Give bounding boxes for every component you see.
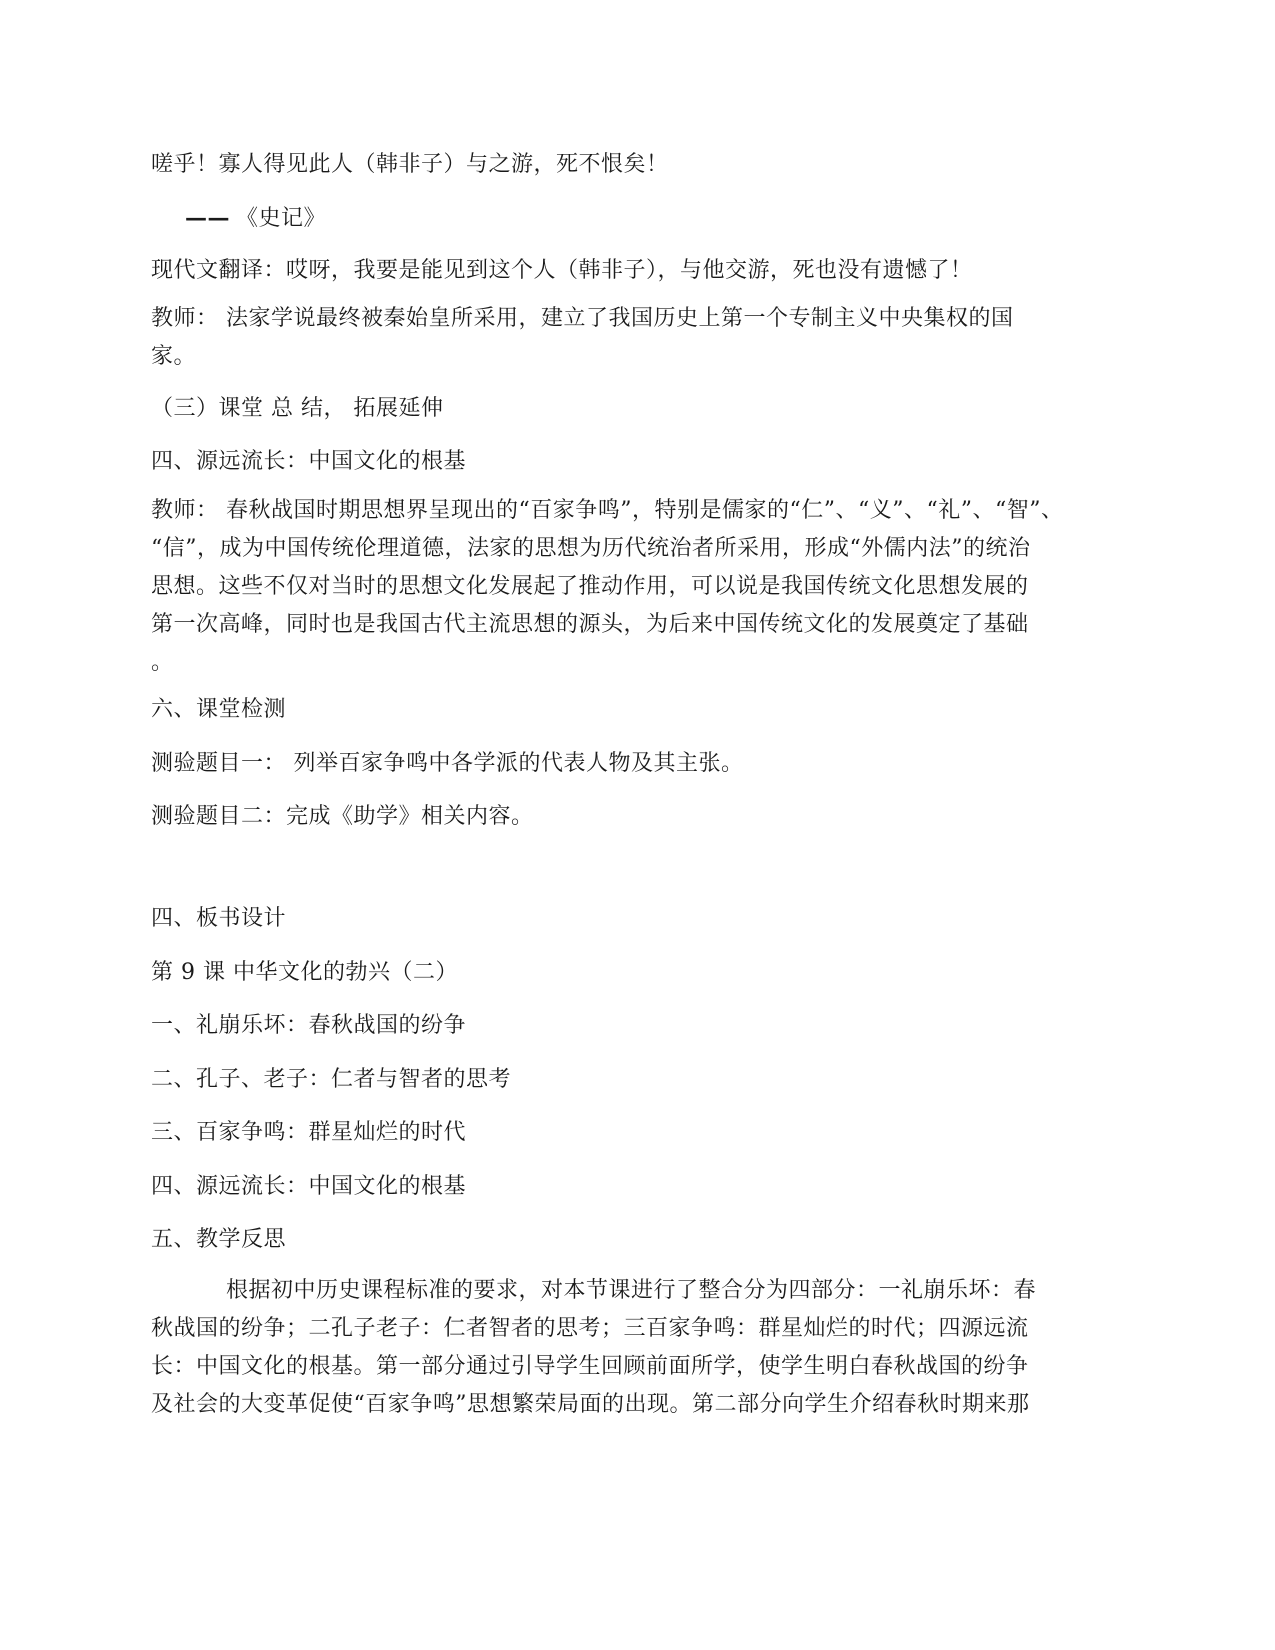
reflection-line-3: 长：中国文化的根基。第一部分通过引导学生回顾前面所学，使学生明白春秋战国的纷争 bbox=[151, 1354, 1029, 1379]
reflection-paragraph bbox=[151, 1272, 1131, 1424]
quiz-item-2: 测验题目二：完成《助学》相关内容。 bbox=[151, 804, 534, 829]
quote-text: 嗟乎！寡人得见此人（韩非子）与之游，死不恨矣！ bbox=[151, 152, 669, 177]
teacher-paragraph-2 bbox=[151, 492, 1131, 682]
reflection-line-1 bbox=[151, 1272, 1131, 1310]
reflection-line-2: 秋战国的纷争；二孔子老子：仁者智者的思考；三百家争鸣：群星灿烂的时代；四源远流 bbox=[151, 1316, 1029, 1341]
board-item-3: 三、百家争鸣：群星灿烂的时代 bbox=[151, 1120, 467, 1145]
board-item-4: 四、源远流长：中国文化的根基 bbox=[151, 1174, 467, 1199]
quiz-item-1: 测验题目一： 列举百家争鸣中各学派的代表人物及其主张。 bbox=[151, 751, 744, 776]
teacher-paragraph-1-line-1: 教师： 法家学说最终被秦始皇所采用，建立了我国历史上第一个专制主义中央集权的国 bbox=[151, 306, 1014, 331]
teacher-paragraph-2-line-1: 教师： 春秋战国时期思想界呈现出的“百家争鸣”，特别是儒家的“仁”、“义”、“礼”、“智”、 bbox=[151, 498, 1064, 523]
teacher-paragraph-2-line-2: “信”，成为中国传统伦理道德，法家的思想为历代统治者所采用，形成“外儒内法”的统治 bbox=[151, 536, 1031, 561]
section-four-heading: 四、源远流长：中国文化的根基 bbox=[151, 449, 467, 474]
section-summary-heading: （三）课堂 总 结， 拓展延伸 bbox=[151, 396, 444, 421]
section-six-heading: 六、课堂检测 bbox=[151, 697, 287, 722]
board-item-1: 一、礼崩乐坏：春秋战国的纷争 bbox=[151, 1013, 467, 1038]
board-lesson-title: 第 9 课 中华文化的勃兴（二） bbox=[151, 960, 458, 985]
attribution-dash: —— bbox=[185, 205, 230, 231]
reflection-heading: 五、教学反思 bbox=[151, 1227, 287, 1252]
quote-source: 《史记》 bbox=[236, 206, 327, 231]
quote-translation: 现代文翻译：哎呀，我要是能见到这个人（韩非子），与他交游，死也没有遗憾了！ bbox=[151, 258, 973, 283]
teacher-paragraph-2-line-3: 思想。这些不仅对当时的思想文化发展起了推动作用，可以说是我国传统文化思想发展的 bbox=[151, 574, 1029, 599]
reflection-line-1-text: 根据初中历史课程标准的要求，对本节课进行了整合分为四部分：一礼崩乐坏：春 bbox=[226, 1278, 1037, 1303]
teacher-paragraph-1 bbox=[151, 300, 1131, 376]
quote-attribution bbox=[185, 199, 1165, 238]
board-item-2: 二、孔子、老子：仁者与智者的思考 bbox=[151, 1067, 512, 1092]
reflection-line-4: 及社会的大变革促使“百家争鸣”思想繁荣局面的出现。第二部分向学生介绍春秋时期来那 bbox=[151, 1392, 1030, 1417]
teacher-paragraph-2-line-5: 。 bbox=[151, 650, 174, 675]
teacher-paragraph-1-line-2: 家。 bbox=[151, 344, 197, 369]
board-design-heading: 四、板书设计 bbox=[151, 906, 287, 931]
teacher-paragraph-2-line-4: 第一次高峰，同时也是我国古代主流思想的源头，为后来中国传统文化的发展奠定了基础 bbox=[151, 612, 1029, 637]
